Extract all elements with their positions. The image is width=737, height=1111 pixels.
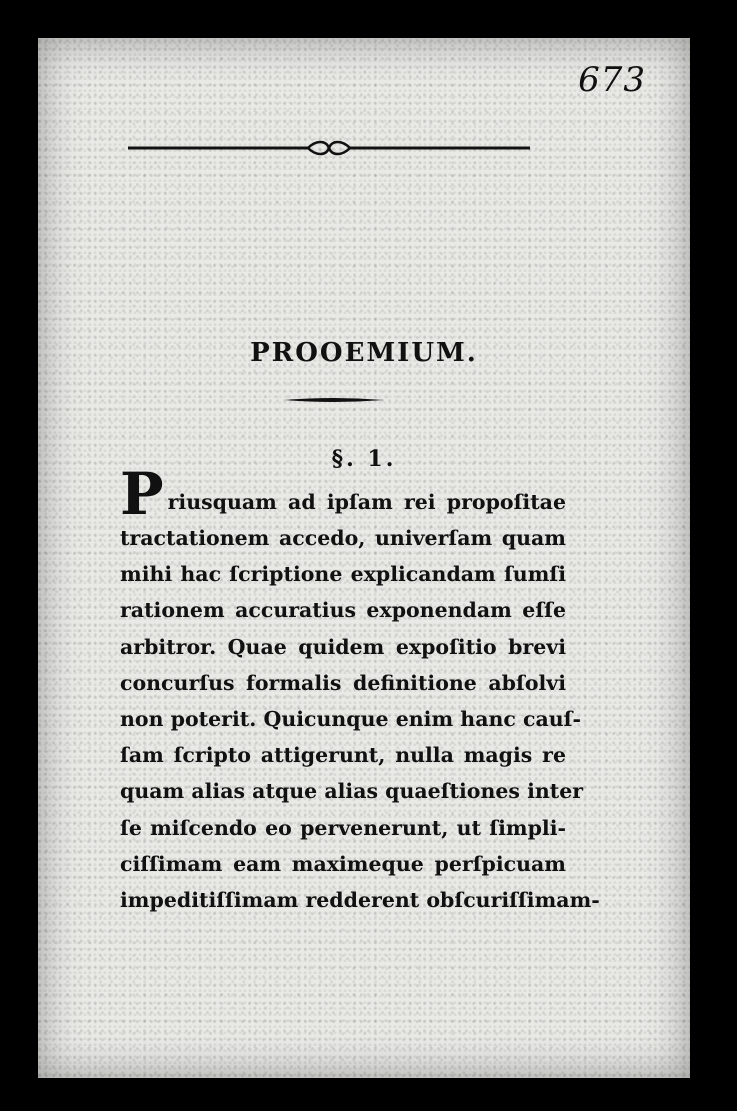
section-number: §. 1.	[331, 446, 397, 472]
text-line: concurſus formalis definitione abſolvi	[120, 670, 566, 695]
page-title: PROOEMIUM.	[250, 338, 478, 368]
page-number: 673	[578, 60, 646, 100]
body-text	[120, 460, 600, 918]
text-line: non poterit. Quicunque enim hanc cauſ-	[120, 706, 581, 731]
text-line: riusquam ad ipſam rei propoſitae	[167, 490, 566, 514]
text-line: arbitror. Quae quidem expoſitio brevi	[120, 634, 566, 659]
title-rule	[284, 396, 384, 404]
drop-cap: P	[120, 460, 164, 528]
text-line: ſam ſcripto attigerunt, nulla magis re	[120, 743, 566, 768]
text-line: tractationem accedo, univerſam quam	[120, 526, 566, 550]
text-line: mihi hac ſcriptione explicandam ſumſi	[120, 562, 566, 587]
text-line: ciſſimam eam maximeque perſpicuam	[120, 851, 566, 876]
text-line: quam alias atque alias quaeſtiones inter	[120, 779, 584, 804]
first-line	[120, 460, 566, 528]
text-line: impeditiſſimam redderent obſcuriſſimam-	[120, 887, 600, 912]
ornamental-rule	[128, 138, 530, 158]
book-page	[38, 38, 690, 1078]
text-line: ſe miſcendo eo pervenerunt, ut ſimpli-	[120, 815, 566, 840]
text-line: rationem accuratius exponendam eſſe	[120, 598, 566, 623]
